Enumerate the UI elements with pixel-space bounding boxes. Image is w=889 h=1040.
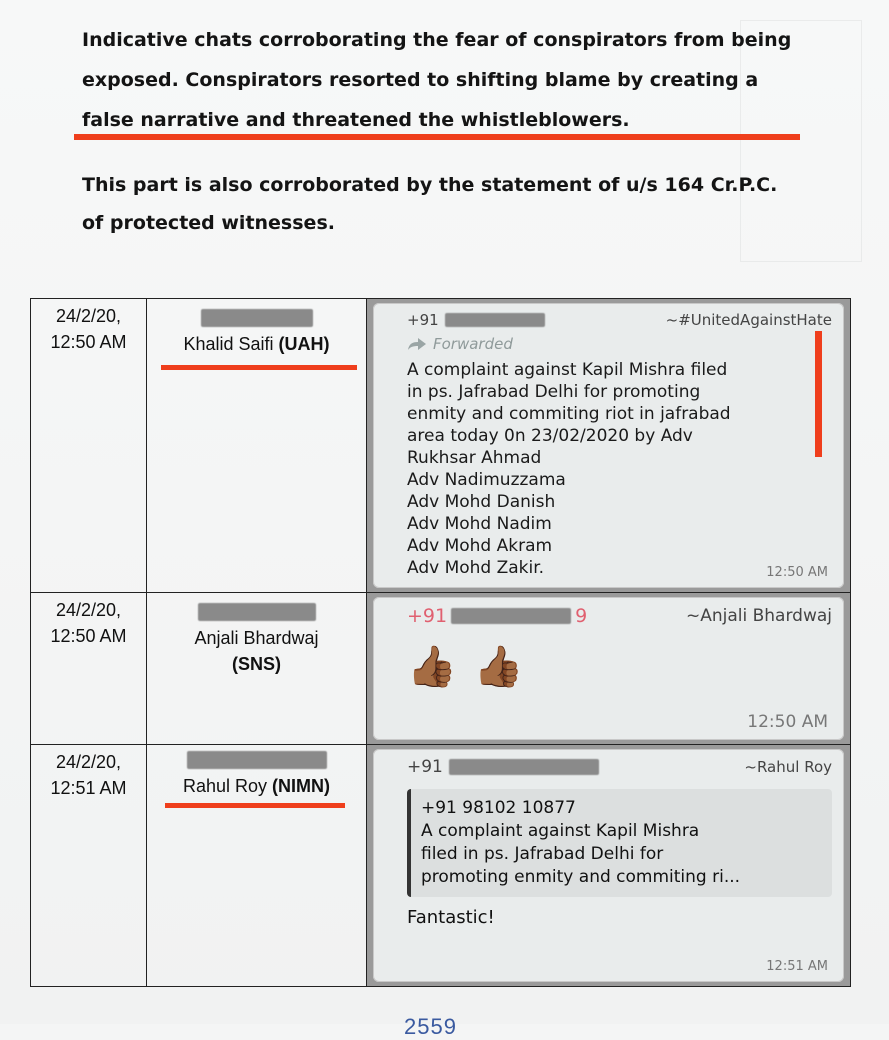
datetime-cell xyxy=(31,299,147,593)
thumbs-up-icon: 👍🏾 xyxy=(473,644,524,690)
sender-name: Anjali Bhardwaj xyxy=(194,628,319,648)
redacted-phone xyxy=(187,751,327,769)
forward-arrow-icon xyxy=(407,337,427,351)
sender-name: Rahul Roy xyxy=(182,776,268,796)
bubble-group-name: ~#UnitedAgainstHate xyxy=(665,311,832,329)
sender-underline xyxy=(165,803,345,808)
sender-name: Khalid Saifi xyxy=(183,334,274,354)
sender-cell xyxy=(147,299,367,593)
message-text: A complaint against Kapil Mishra filed in ps. Jafrabad Delhi for promoting enmity and commiting riot in jafrabad area today 0n 23/02/2020 by Adv Rukhsar Ahmad Adv Nadimuzzama Adv Mohd Danish Adv Mohd Nadim Adv Mohd Akram Adv Mohd Zakir. xyxy=(407,360,731,578)
sender-tag: (UAH) xyxy=(278,334,330,354)
datetime-cell xyxy=(31,745,147,987)
bubble-group-name: ~Rahul Roy xyxy=(744,758,832,776)
redacted-phone xyxy=(198,603,316,621)
forwarded-text: Forwarded xyxy=(433,335,513,353)
chat-bubble xyxy=(373,749,844,982)
chat-date: 24/2/20, xyxy=(55,306,122,326)
heading-line-1: Indicative chats corroborating the fear of conspirators from being xyxy=(82,29,792,51)
subheading-line-1: This part is also corroborated by the statement of u/s 164 Cr.P.C. xyxy=(82,174,778,196)
chat-bubble xyxy=(373,597,844,740)
redacted-phone xyxy=(451,608,571,624)
message-cell xyxy=(367,593,851,745)
subheading xyxy=(82,166,802,242)
chat-time: 12:50 AM xyxy=(50,626,127,646)
sender xyxy=(147,331,366,357)
message-cell xyxy=(367,745,851,987)
forwarded-label xyxy=(407,335,832,353)
chat-evidence-table xyxy=(30,298,851,987)
quoted-message xyxy=(407,789,832,897)
redacted-phone xyxy=(445,313,545,327)
highlight-marker xyxy=(815,331,822,457)
table-row xyxy=(31,299,851,593)
heading-line-3: false narrative and threatened the whistleblowers. xyxy=(82,109,630,131)
bubble-group-name: ~Anjali Bhardwaj xyxy=(685,606,832,626)
thumbs-up-icon: 👍🏾 xyxy=(407,644,457,690)
bubble-phone: +91 xyxy=(407,757,443,777)
quoted-text: A complaint against Kapil Mishra filed in ps. Jafrabad Delhi for promoting enmity and commiting ri... xyxy=(421,821,741,887)
table-row xyxy=(31,745,851,987)
message-timestamp: 12:51 AM xyxy=(766,959,828,974)
table-row xyxy=(31,593,851,745)
chat-date: 24/2/20, xyxy=(55,600,122,620)
bubble-phone: +91 xyxy=(407,605,448,627)
sender-tag: (NIMN) xyxy=(272,776,331,796)
page-number: 2559 xyxy=(404,1014,457,1039)
redacted-phone xyxy=(449,759,599,775)
sender-underline xyxy=(161,365,357,370)
page-heading xyxy=(82,20,802,140)
chat-time: 12:51 AM xyxy=(50,778,127,798)
sender-cell xyxy=(147,593,367,745)
chat-time: 12:50 AM xyxy=(50,332,127,352)
sender xyxy=(147,625,366,677)
message-timestamp: 12:50 AM xyxy=(747,712,828,732)
sender xyxy=(147,773,366,799)
chat-bubble xyxy=(373,303,844,588)
heading-underline xyxy=(74,134,800,140)
bubble-phone-suffix: 9 xyxy=(575,605,588,627)
message-cell xyxy=(367,299,851,593)
message-timestamp: 12:50 AM xyxy=(766,565,828,580)
sender-cell xyxy=(147,745,367,987)
subheading-line-2: of protected witnesses. xyxy=(82,212,335,234)
redacted-phone xyxy=(201,309,313,327)
chat-date: 24/2/20, xyxy=(55,752,122,772)
datetime-cell xyxy=(31,593,147,745)
sender-tag: (SNS) xyxy=(232,654,281,674)
bubble-phone: +91 xyxy=(407,311,439,329)
quoted-phone: +91 98102 10877 xyxy=(421,798,576,818)
reply-text: Fantastic! xyxy=(407,907,495,928)
heading-line-2: exposed. Conspirators resorted to shifting blame by creating a xyxy=(82,69,759,91)
